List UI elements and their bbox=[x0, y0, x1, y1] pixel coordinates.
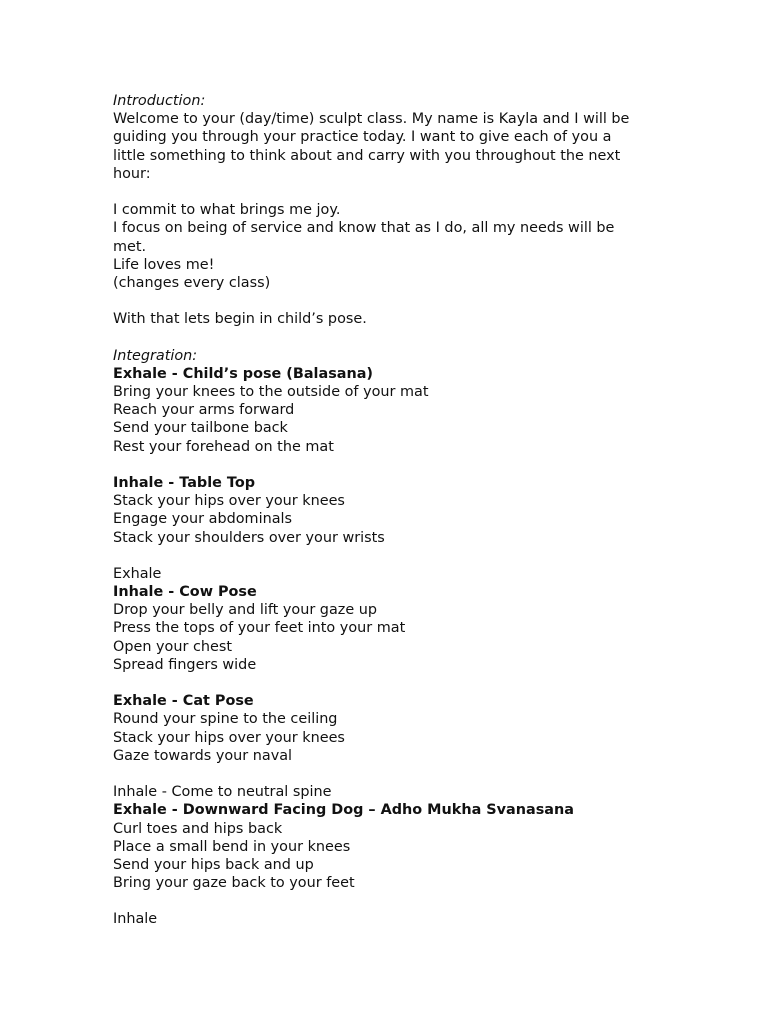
pose-cue: Rest your forehead on the mat bbox=[113, 438, 334, 455]
intro-paragraph-line-4: hour: bbox=[113, 165, 151, 182]
pose-cue: Bring your gaze back to your feet bbox=[113, 875, 355, 892]
intro-paragraph-line-1: Welcome to your (day/time) sculpt class. My name is Kayla and I will be bbox=[113, 111, 630, 128]
spacer bbox=[113, 183, 753, 201]
affirmation-line: I focus on being of service and know that as I do, all my needs will be bbox=[113, 220, 615, 237]
integration-heading: Integration: bbox=[113, 347, 198, 364]
intro-paragraph-line-3: little something to think about and carry with you throughout the next bbox=[113, 147, 621, 164]
spacer bbox=[113, 765, 753, 783]
spacer bbox=[113, 547, 753, 565]
pose-cue: Spread fingers wide bbox=[113, 656, 257, 673]
spacer bbox=[113, 456, 753, 474]
pose-cue: Send your hips back and up bbox=[113, 856, 314, 873]
pose-cue: Send your tailbone back bbox=[113, 420, 288, 437]
affirmation-line: Life loves me! bbox=[113, 256, 215, 273]
pose-title-cow-pose: Inhale - Cow Pose bbox=[113, 584, 257, 601]
affirmation-line: I commit to what brings me joy. bbox=[113, 202, 341, 219]
pose-cue: Gaze towards your naval bbox=[113, 747, 293, 764]
pose-cue: Stack your hips over your knees bbox=[113, 493, 345, 510]
intro-paragraph-line-2: guiding you through your practice today. I want to give each of you a bbox=[113, 129, 612, 146]
pose-cue: Place a small bend in your knees bbox=[113, 838, 351, 855]
intro-closing: With that lets begin in child’s pose. bbox=[113, 311, 367, 328]
pose-cue: Reach your arms forward bbox=[113, 402, 295, 419]
pose-cue: Stack your shoulders over your wrists bbox=[113, 529, 385, 546]
pose-cue: Round your spine to the ceiling bbox=[113, 711, 338, 728]
spacer bbox=[113, 328, 753, 346]
pose-title-table-top: Inhale - Table Top bbox=[113, 474, 256, 491]
pose-cue: Open your chest bbox=[113, 638, 232, 655]
affirmation-note: (changes every class) bbox=[113, 274, 271, 291]
pose-cue: Stack your hips over your knees bbox=[113, 729, 345, 746]
pose-title-childs-pose: Exhale - Child’s pose (Balasana) bbox=[113, 365, 374, 382]
pose-cue: Engage your abdominals bbox=[113, 511, 293, 528]
intro-heading: Introduction: bbox=[113, 93, 206, 109]
breath-exhale-label: Exhale bbox=[113, 565, 162, 582]
pose-cue: Drop your belly and lift your gaze up bbox=[113, 602, 377, 619]
spacer bbox=[113, 292, 753, 310]
pose-title-cat-pose: Exhale - Cat Pose bbox=[113, 693, 254, 710]
document-page bbox=[113, 92, 753, 929]
affirmation-line: met. bbox=[113, 238, 147, 255]
pose-cue: Bring your knees to the outside of your mat bbox=[113, 384, 429, 400]
pose-title-downward-dog: Exhale - Downward Facing Dog – Adho Mukha Svanasana bbox=[113, 802, 574, 819]
neutral-spine-cue: Inhale - Come to neutral spine bbox=[113, 784, 332, 801]
spacer bbox=[113, 674, 753, 692]
spacer bbox=[113, 892, 753, 910]
pose-cue: Curl toes and hips back bbox=[113, 820, 283, 837]
breath-inhale-label: Inhale bbox=[113, 911, 158, 928]
pose-cue: Press the tops of your feet into your mat bbox=[113, 620, 406, 637]
